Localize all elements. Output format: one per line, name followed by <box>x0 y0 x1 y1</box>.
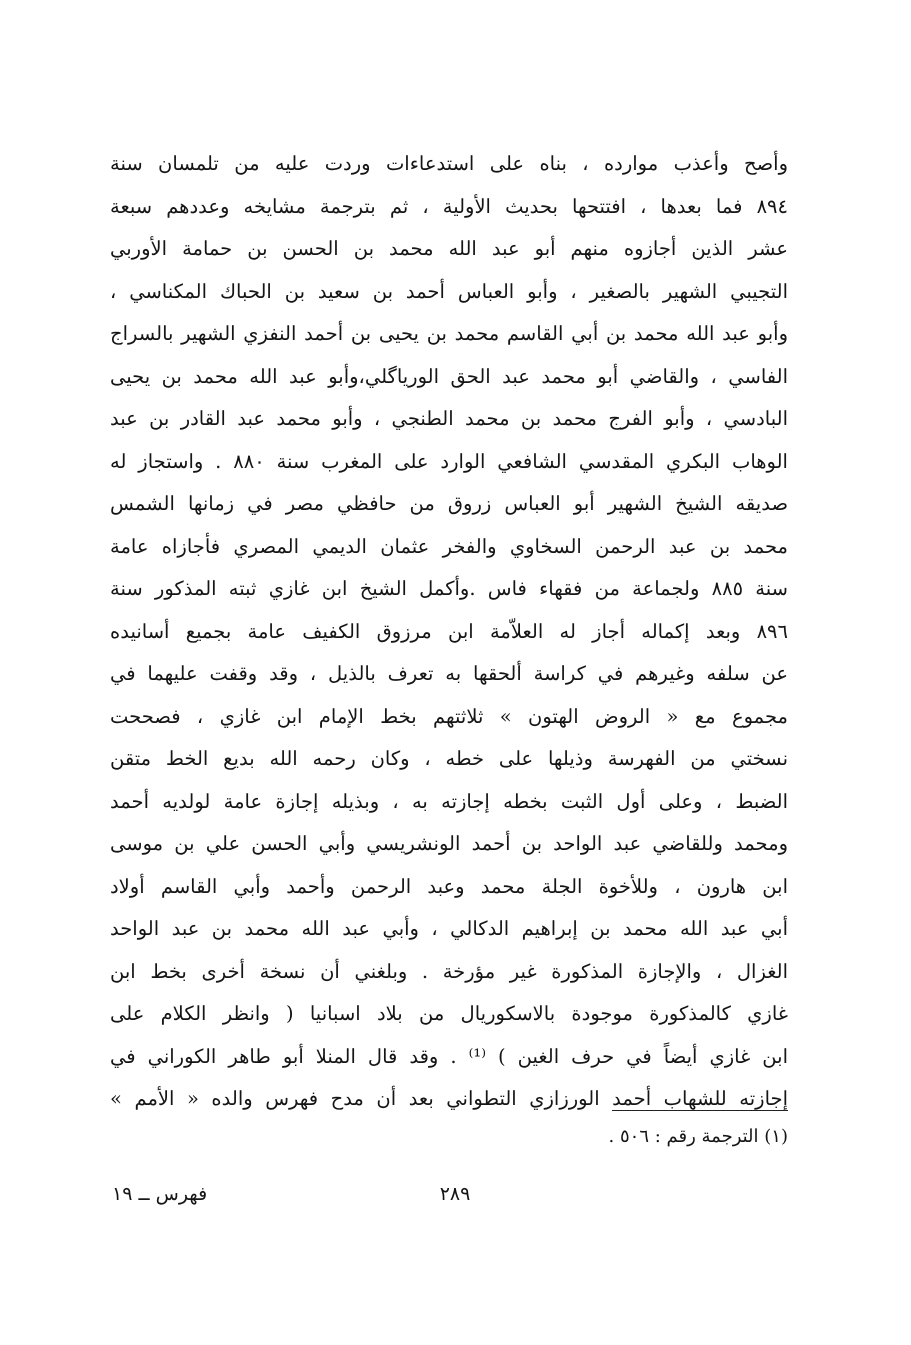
text-line: ومحمد وللقاضي عبد الواحد بن أحمد الونشريسي وأبي الحسن علي بن موسى <box>110 832 788 855</box>
signature-mark: فهرس ــ ١٩ <box>112 1183 208 1205</box>
footnote: (١) الترجمة رقم : ٥٠٦ . <box>608 1126 788 1147</box>
text-line: مجموع مع « الروض الهتون » ثلاثتهم بخط الإمام ابن غازي ، فصححت <box>110 704 788 728</box>
text-line: ٨٩٦ وبعد إكماله أجاز له العلاّمة ابن مرزوق الكفيف عامة بجميع أسانيده <box>110 619 788 643</box>
text-line: الغزال ، والإجازة المذكورة غير مؤرخة . وبلغني أن نسخة أخرى بخط ابن <box>110 959 788 983</box>
text-line: ٨٩٤ فما بعدها ، افتتحها بحديث الأولية ، ثم بترجمة مشايخه وعددهم سبعة <box>110 194 788 218</box>
text-line: غازي كالمذكورة موجودة بالاسكوريال من بلاد اسبانيا ( وانظر الكلام على <box>110 1002 788 1025</box>
text-line: الفاسي ، والقاضي أبو محمد عبد الحق الورياگلي،وأبو عبد الله محمد بن يحيى <box>110 364 788 388</box>
main-text-block <box>110 143 788 1121</box>
text-line: ابن غازي أيضاً في حرف الغين ) ⁽¹⁾ . وقد قال المنلا أبو طاهر الكوراني في <box>110 1044 788 1068</box>
text-line: البادسي ، وأبو الفرج محمد بن محمد الطنجي ، وأبو محمد عبد القادر بن عبد <box>110 407 788 430</box>
text-line: ابن هارون ، وللأخوة الجلة محمد وعبد الرحمن وأحمد وأبي القاسم أولاد <box>110 874 788 898</box>
text-line: عشر الذين أجازوه منهم أبو عبد الله محمد بن الحسن بن حمامة الأوربي <box>110 237 788 260</box>
text-line: إجازته للشهاب أحمد الورزازي التطواني بعد أن مدح فهرس والده « الأمم » <box>110 1087 788 1110</box>
text-line: وأبو عبد الله محمد بن أبي القاسم محمد بن يحيى بن أحمد النفزي الشهير بالسراج <box>110 322 788 345</box>
text-line: الوهاب البكري المقدسي الشافعي الوارد على المغرب سنة ٨٨٠ . واستجاز له <box>110 449 788 473</box>
text-line: نسختي من الفهرسة وذيلها على خطه ، وكان رحمه الله بديع الخط متقن <box>110 747 788 770</box>
text-line: سنة ٨٨٥ ولجماعة من فقهاء فاس .وأكمل الشيخ ابن غازي ثبته المذكور سنة <box>110 577 788 600</box>
text-line: التجيبي الشهير بالصغير ، وأبو العباس أحمد بن سعيد بن الحباك المكناسي ، <box>110 279 788 303</box>
text-line: الضبط ، وعلى أول الثبت بخطه إجازته به ، وبذيله إجازة عامة لولديه أحمد <box>110 789 788 813</box>
footnote-divider <box>612 1110 788 1111</box>
text-line: أبي عبد الله محمد بن إبراهيم الدكالي ، وأبي عبد الله محمد بن عبد الواحد <box>110 917 788 940</box>
text-line: عن سلفه وغيرهم في كراسة ألحقها به تعرف بالذيل ، وقد وقفت عليهما في <box>110 662 788 685</box>
page-number: ٢٨٩ <box>439 1183 471 1205</box>
text-line: محمد بن عبد الرحمن السخاوي والفخر عثمان الديمي المصري فأجازاه عامة <box>110 534 788 558</box>
text-line: صديقه الشيخ الشهير أبو العباس زروق من حافظي مصر في زمانها الشمس <box>110 492 788 515</box>
text-line: وأصح وأعذب موارده ، بناه على استدعاءات وردت عليه من تلمسان سنة <box>110 152 788 175</box>
